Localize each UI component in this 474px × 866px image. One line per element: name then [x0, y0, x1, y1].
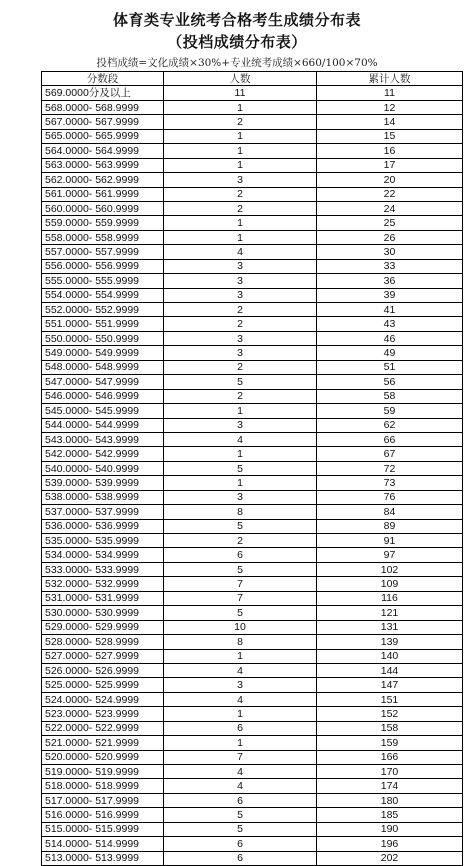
cumulative-count-cell: 102: [317, 562, 463, 576]
cumulative-count-cell: 185: [317, 808, 463, 822]
cumulative-count-cell: 20: [317, 173, 463, 187]
count-cell: 5: [164, 606, 317, 620]
count-cell: 2: [164, 360, 317, 374]
cumulative-count-cell: 131: [317, 620, 463, 634]
table-row: [42, 663, 463, 677]
score-range-cell: 554.0000- 554.9999: [42, 288, 164, 302]
count-cell: 1: [164, 216, 317, 230]
table-row: [42, 360, 463, 374]
count-cell: 10: [164, 620, 317, 634]
table-row: [42, 187, 463, 201]
score-formula: 投档成绩=文化成绩×30%+专业统考成绩×660/100×70%: [96, 57, 378, 69]
header-score-range: 分数段: [42, 72, 164, 86]
count-cell: 3: [164, 274, 317, 288]
table-row: [42, 346, 463, 360]
cumulative-count-cell: 76: [317, 490, 463, 504]
table-row: [42, 519, 463, 533]
table-row: [42, 750, 463, 764]
cumulative-count-cell: 180: [317, 793, 463, 807]
score-range-cell: 525.0000- 525.9999: [42, 678, 164, 692]
cumulative-count-cell: 17: [317, 158, 463, 172]
count-cell: 4: [164, 663, 317, 677]
table-row: [42, 129, 463, 143]
count-cell: 2: [164, 201, 317, 215]
count-cell: 6: [164, 721, 317, 735]
count-cell: 4: [164, 692, 317, 706]
table-row: [42, 274, 463, 288]
score-range-cell: 558.0000- 558.9999: [42, 230, 164, 244]
table-row: [42, 808, 463, 822]
score-range-cell: 549.0000- 549.9999: [42, 346, 164, 360]
cumulative-count-cell: 46: [317, 331, 463, 345]
table-row: [42, 86, 463, 100]
score-range-cell: 555.0000- 555.9999: [42, 274, 164, 288]
count-cell: 3: [164, 259, 317, 273]
score-range-cell: 557.0000- 557.9999: [42, 245, 164, 259]
table-row: [42, 461, 463, 475]
header-count: 人数: [164, 72, 317, 86]
cumulative-count-cell: 152: [317, 707, 463, 721]
cumulative-count-cell: 140: [317, 649, 463, 663]
count-cell: 1: [164, 158, 317, 172]
cumulative-count-cell: 22: [317, 187, 463, 201]
table-row: [42, 245, 463, 259]
score-range-cell: 540.0000- 540.9999: [42, 461, 164, 475]
cumulative-count-cell: 11: [317, 86, 463, 100]
count-cell: 1: [164, 476, 317, 490]
count-cell: 1: [164, 230, 317, 244]
count-cell: 1: [164, 649, 317, 663]
table-row: [42, 447, 463, 461]
count-cell: 5: [164, 375, 317, 389]
cumulative-count-cell: 174: [317, 779, 463, 793]
table-row: [42, 548, 463, 562]
table-row: [42, 418, 463, 432]
count-cell: 4: [164, 779, 317, 793]
count-cell: 2: [164, 187, 317, 201]
count-cell: 11: [164, 86, 317, 100]
cumulative-count-cell: 72: [317, 461, 463, 475]
table-row: [42, 317, 463, 331]
page-subtitle: （投档成绩分布表）: [167, 33, 307, 51]
count-cell: 2: [164, 534, 317, 548]
cumulative-count-cell: 43: [317, 317, 463, 331]
table-row: [42, 692, 463, 706]
count-cell: 3: [164, 418, 317, 432]
table-row: [42, 331, 463, 345]
score-range-cell: 533.0000- 533.9999: [42, 562, 164, 576]
score-distribution-table: [41, 71, 463, 866]
cumulative-count-cell: 89: [317, 519, 463, 533]
count-cell: 3: [164, 490, 317, 504]
cumulative-count-cell: 24: [317, 201, 463, 215]
score-range-cell: 531.0000- 531.9999: [42, 591, 164, 605]
cumulative-count-cell: 144: [317, 663, 463, 677]
table-row: [42, 476, 463, 490]
table-row: [42, 115, 463, 129]
cumulative-count-cell: 16: [317, 144, 463, 158]
cumulative-count-cell: 190: [317, 822, 463, 836]
score-range-cell: 518.0000- 518.9999: [42, 779, 164, 793]
cumulative-count-cell: 166: [317, 750, 463, 764]
table-row: [42, 837, 463, 851]
score-range-cell: 568.0000- 568.9999: [42, 100, 164, 114]
cumulative-count-cell: 14: [317, 115, 463, 129]
table-row: [42, 649, 463, 663]
score-range-cell: 543.0000- 543.9999: [42, 432, 164, 446]
score-range-cell: 562.0000- 562.9999: [42, 173, 164, 187]
score-range-cell: 527.0000- 527.9999: [42, 649, 164, 663]
cumulative-count-cell: 67: [317, 447, 463, 461]
cumulative-count-cell: 15: [317, 129, 463, 143]
score-range-cell: 524.0000- 524.9999: [42, 692, 164, 706]
count-cell: 4: [164, 245, 317, 259]
table-row: [42, 822, 463, 836]
table-body: [42, 86, 463, 866]
score-range-cell: 513.0000- 513.9999: [42, 851, 164, 865]
table-row: [42, 259, 463, 273]
table-row: [42, 765, 463, 779]
count-cell: 6: [164, 851, 317, 865]
count-cell: 1: [164, 144, 317, 158]
count-cell: 1: [164, 129, 317, 143]
table-row: [42, 201, 463, 215]
count-cell: 1: [164, 447, 317, 461]
score-range-cell: 567.0000- 567.9999: [42, 115, 164, 129]
score-range-cell: 529.0000- 529.9999: [42, 620, 164, 634]
count-cell: 5: [164, 519, 317, 533]
table-header-row: [42, 72, 463, 86]
count-cell: 1: [164, 100, 317, 114]
count-cell: 5: [164, 808, 317, 822]
cumulative-count-cell: 121: [317, 606, 463, 620]
cumulative-count-cell: 147: [317, 678, 463, 692]
count-cell: 1: [164, 404, 317, 418]
cumulative-count-cell: 51: [317, 360, 463, 374]
score-range-cell: 560.0000- 560.9999: [42, 201, 164, 215]
score-range-cell: 545.0000- 545.9999: [42, 404, 164, 418]
score-range-cell: 563.0000- 563.9999: [42, 158, 164, 172]
score-range-cell: 519.0000- 519.9999: [42, 765, 164, 779]
count-cell: 7: [164, 577, 317, 591]
score-range-cell: 564.0000- 564.9999: [42, 144, 164, 158]
table-row: [42, 721, 463, 735]
count-cell: 2: [164, 115, 317, 129]
count-cell: 4: [164, 765, 317, 779]
score-range-cell: 539.0000- 539.9999: [42, 476, 164, 490]
count-cell: 8: [164, 505, 317, 519]
count-cell: 4: [164, 432, 317, 446]
score-range-cell: 536.0000- 536.9999: [42, 519, 164, 533]
cumulative-count-cell: 202: [317, 851, 463, 865]
count-cell: 2: [164, 317, 317, 331]
table-row: [42, 635, 463, 649]
cumulative-count-cell: 109: [317, 577, 463, 591]
cumulative-count-cell: 170: [317, 765, 463, 779]
table-row: [42, 707, 463, 721]
table-row: [42, 779, 463, 793]
count-cell: 3: [164, 346, 317, 360]
cumulative-count-cell: 59: [317, 404, 463, 418]
table-row: [42, 432, 463, 446]
table-row: [42, 100, 463, 114]
table-row: [42, 851, 463, 865]
count-cell: 2: [164, 303, 317, 317]
cumulative-count-cell: 97: [317, 548, 463, 562]
count-cell: 2: [164, 389, 317, 403]
cumulative-count-cell: 36: [317, 274, 463, 288]
score-range-cell: 542.0000- 542.9999: [42, 447, 164, 461]
score-range-cell: 552.0000- 552.9999: [42, 303, 164, 317]
cumulative-count-cell: 26: [317, 230, 463, 244]
cumulative-count-cell: 139: [317, 635, 463, 649]
score-range-cell: 514.0000- 514.9999: [42, 837, 164, 851]
table-row: [42, 577, 463, 591]
score-range-cell: 515.0000- 515.9999: [42, 822, 164, 836]
count-cell: 5: [164, 562, 317, 576]
page-title: 体育类专业统考合格考生成绩分布表: [112, 11, 361, 29]
cumulative-count-cell: 196: [317, 837, 463, 851]
table-row: [42, 606, 463, 620]
count-cell: 6: [164, 548, 317, 562]
score-range-cell: 526.0000- 526.9999: [42, 663, 164, 677]
count-cell: 3: [164, 678, 317, 692]
score-range-cell: 520.0000- 520.9999: [42, 750, 164, 764]
score-range-cell: 528.0000- 528.9999: [42, 635, 164, 649]
score-range-cell: 547.0000- 547.9999: [42, 375, 164, 389]
score-range-cell: 538.0000- 538.9999: [42, 490, 164, 504]
score-range-cell: 546.0000- 546.9999: [42, 389, 164, 403]
table-row: [42, 216, 463, 230]
table-row: [42, 562, 463, 576]
cumulative-count-cell: 12: [317, 100, 463, 114]
score-range-cell: 565.0000- 565.9999: [42, 129, 164, 143]
score-range-cell: 537.0000- 537.9999: [42, 505, 164, 519]
table-row: [42, 591, 463, 605]
score-range-cell: 516.0000- 516.9999: [42, 808, 164, 822]
score-range-cell: 559.0000- 559.9999: [42, 216, 164, 230]
score-range-cell: 521.0000- 521.9999: [42, 736, 164, 750]
count-cell: 8: [164, 635, 317, 649]
cumulative-count-cell: 151: [317, 692, 463, 706]
count-cell: 5: [164, 461, 317, 475]
table-row: [42, 505, 463, 519]
count-cell: 1: [164, 736, 317, 750]
header-cumulative: 累计人数: [317, 72, 463, 86]
score-range-cell: 548.0000- 548.9999: [42, 360, 164, 374]
cumulative-count-cell: 116: [317, 591, 463, 605]
cumulative-count-cell: 66: [317, 432, 463, 446]
score-range-cell: 561.0000- 561.9999: [42, 187, 164, 201]
table-row: [42, 288, 463, 302]
cumulative-count-cell: 56: [317, 375, 463, 389]
table-row: [42, 490, 463, 504]
table-row: [42, 678, 463, 692]
cumulative-count-cell: 25: [317, 216, 463, 230]
cumulative-count-cell: 33: [317, 259, 463, 273]
score-range-cell: 569.0000分及以上: [42, 86, 164, 100]
count-cell: 6: [164, 793, 317, 807]
score-range-cell: 535.0000- 535.9999: [42, 534, 164, 548]
count-cell: 3: [164, 331, 317, 345]
cumulative-count-cell: 158: [317, 721, 463, 735]
count-cell: 1: [164, 707, 317, 721]
table-row: [42, 389, 463, 403]
table-row: [42, 158, 463, 172]
score-range-cell: 530.0000- 530.9999: [42, 606, 164, 620]
cumulative-count-cell: 159: [317, 736, 463, 750]
table-row: [42, 375, 463, 389]
score-range-cell: 556.0000- 556.9999: [42, 259, 164, 273]
table-row: [42, 303, 463, 317]
score-range-cell: 523.0000- 523.9999: [42, 707, 164, 721]
cumulative-count-cell: 84: [317, 505, 463, 519]
score-range-cell: 522.0000- 522.9999: [42, 721, 164, 735]
score-range-cell: 550.0000- 550.9999: [42, 331, 164, 345]
table-row: [42, 230, 463, 244]
score-range-cell: 551.0000- 551.9999: [42, 317, 164, 331]
table-row: [42, 404, 463, 418]
cumulative-count-cell: 30: [317, 245, 463, 259]
cumulative-count-cell: 49: [317, 346, 463, 360]
table-row: [42, 534, 463, 548]
score-range-cell: 544.0000- 544.9999: [42, 418, 164, 432]
score-range-cell: 532.0000- 532.9999: [42, 577, 164, 591]
cumulative-count-cell: 58: [317, 389, 463, 403]
cumulative-count-cell: 62: [317, 418, 463, 432]
cumulative-count-cell: 41: [317, 303, 463, 317]
table-row: [42, 736, 463, 750]
count-cell: 7: [164, 591, 317, 605]
table-row: [42, 144, 463, 158]
count-cell: 3: [164, 173, 317, 187]
count-cell: 7: [164, 750, 317, 764]
count-cell: 5: [164, 822, 317, 836]
count-cell: 3: [164, 288, 317, 302]
score-range-cell: 517.0000- 517.9999: [42, 793, 164, 807]
cumulative-count-cell: 39: [317, 288, 463, 302]
table-row: [42, 620, 463, 634]
count-cell: 6: [164, 837, 317, 851]
table-row: [42, 173, 463, 187]
score-range-cell: 534.0000- 534.9999: [42, 548, 164, 562]
cumulative-count-cell: 91: [317, 534, 463, 548]
cumulative-count-cell: 73: [317, 476, 463, 490]
